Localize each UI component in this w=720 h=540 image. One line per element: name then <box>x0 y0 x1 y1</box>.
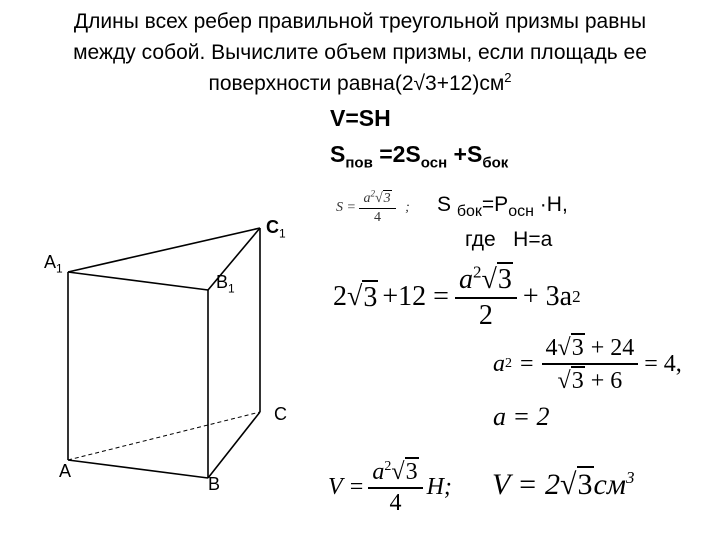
label-c1: $C_1$ <box>266 217 286 241</box>
edge-a1-c1 <box>68 228 260 272</box>
equation-3: a = 2 <box>493 402 550 431</box>
label-c: C <box>274 404 287 424</box>
problem-line-2: между собой. Вычислите объем призмы, если площадь ее <box>73 41 647 64</box>
lateral-area-formula: S $_{бок}=P_{осн} \cdot H$, <box>437 193 568 221</box>
volume-with-base-area: V = $\frac{a^2√3}{4}$ H; <box>328 459 452 516</box>
label-b: B <box>208 474 221 494</box>
label-a: A <box>59 461 72 481</box>
problem-line-3: поверхности $равна(2√3+12)см^2$ <box>208 70 512 95</box>
equation-1-fraction: $\frac{a^2√3}{2}$ <box>455 262 517 332</box>
problem-line-1: Длины всех ребер правильной треугольной призмы равны <box>73 10 647 33</box>
base-area-fraction: $\frac{a^2√3}{4}$ <box>359 190 395 226</box>
surface-formula: $S_{пов} =2S_{осн} +S_{бок}$ <box>330 141 509 172</box>
edge-b-c <box>208 412 260 478</box>
equation-2-fraction: $\frac{4√3 + 24}{√3 + 6}$ <box>542 333 639 395</box>
equation-1: 2 √ 3 +12 = $\frac{a^2√3}{2}$ + 3a 2 <box>333 262 581 331</box>
base-area-formula: S = $\frac{a^2√3}{4}$ ; <box>336 188 410 225</box>
label-b1: $B_1$ <box>216 272 235 296</box>
final-volume: $V = 2√3см^3$ <box>492 468 635 501</box>
where-h-equals-a: где H=a <box>465 228 553 251</box>
volume-formula: V=SH <box>330 105 391 131</box>
label-a1: $A_1$ <box>44 252 63 276</box>
equation-2: a 2 = $\frac{4√3 + 24}{√3 + 6}$ = 4, <box>493 335 682 394</box>
volume-fraction: $\frac{a^2√3}{4}$ <box>368 457 422 517</box>
edge-a1-b1 <box>68 272 208 290</box>
edge-a-b <box>68 460 208 478</box>
hidden-edge-a-c <box>68 412 260 460</box>
